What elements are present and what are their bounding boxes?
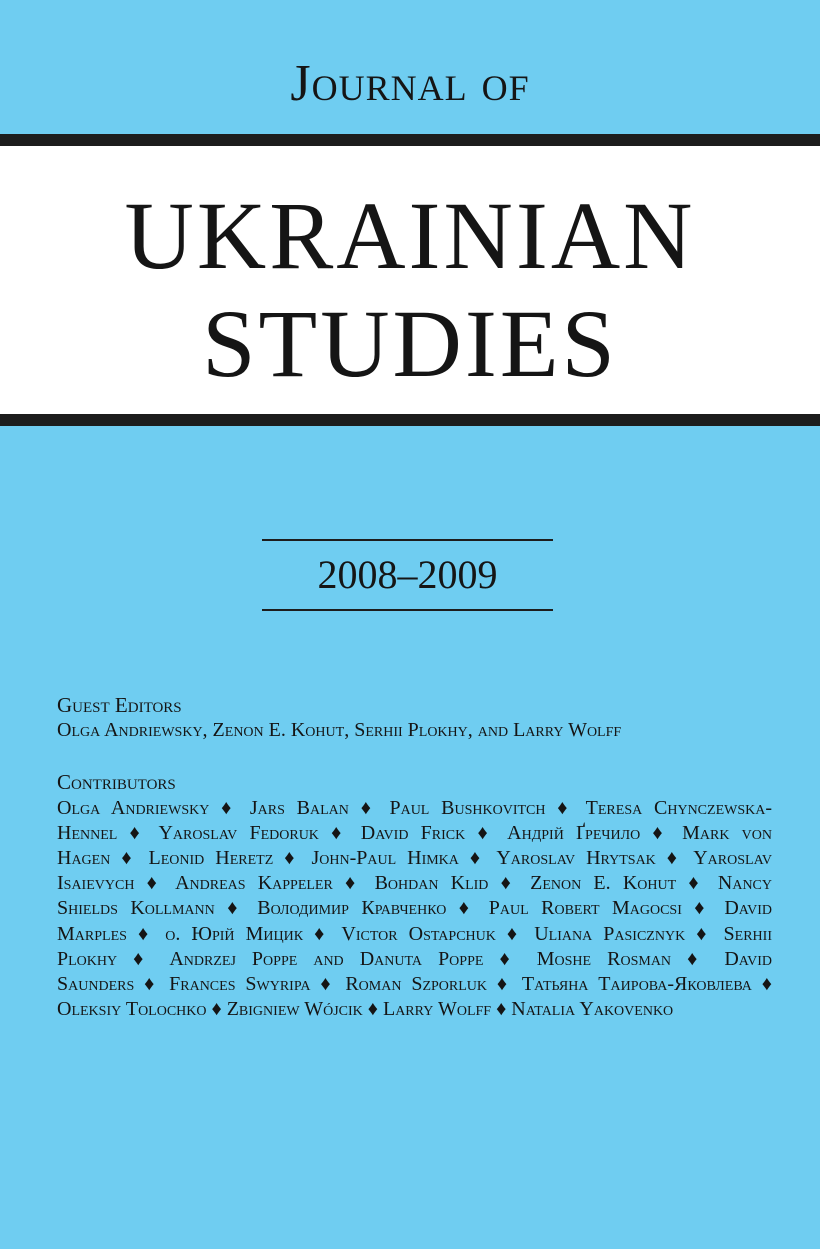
guest-editors-heading: Guest Editors	[57, 693, 182, 717]
contributors-heading: Contributors	[57, 770, 176, 795]
title-band-bottom-rule	[0, 414, 820, 426]
issue-year: 2008–2009	[317, 552, 498, 597]
year-rule-bottom	[262, 609, 553, 611]
contributors-line: Marples ♦ о. Юрій Мицик ♦ Victor Ostapchuk ♦ Uliana Pasicznyk ♦ Serhii	[57, 922, 772, 945]
contributors-line: Oleksiy Tolochko ♦ Zbigniew Wójcik ♦ Larry Wolff ♦ Natalia Yakovenko	[57, 998, 674, 1021]
guest-editors-names: Olga Andriewsky, Zenon E. Kohut, Serhii Plokhy, and Larry Wolff	[57, 719, 622, 742]
year-rule-top	[262, 539, 553, 541]
credits-block	[57, 693, 772, 1022]
contributors-line: Saunders ♦ Frances Swyripa ♦ Roman Szporluk ♦ Татьяна Таирова-Яковлева ♦	[57, 973, 772, 996]
contributors-list	[57, 796, 772, 1023]
contributors-line: Olga Andriewsky ♦ Jars Balan ♦ Paul Bushkovitch ♦ Teresa Chynczewska-	[57, 796, 772, 819]
contributors-line: Plokhy ♦ Andrzej Poppe and Danuta Poppe ♦ Moshe Rosman ♦ David	[57, 947, 772, 970]
contributors-line: Hennel ♦ Yaroslav Fedoruk ♦ David Frick ♦ Андрій Ґречило ♦ Mark von	[57, 821, 772, 844]
contributors-line: Hagen ♦ Leonid Heretz ♦ John-Paul Himka ♦ Yaroslav Hrytsak ♦ Yaroslav	[57, 847, 772, 870]
title-band-top-rule	[0, 134, 820, 146]
contributors-line: Isaievych ♦ Andreas Kappeler ♦ Bohdan Klid ♦ Zenon E. Kohut ♦ Nancy	[57, 872, 772, 895]
journal-title-line-2: STUDIES	[202, 290, 618, 397]
contributors-line: Shields Kollmann ♦ Володимир Кравченко ♦ Paul Robert Magocsi ♦ David	[57, 897, 772, 920]
journal-title-line-1: UKRAINIAN	[124, 182, 696, 289]
journal-title-top: Journal of	[290, 55, 530, 112]
section-spacer	[57, 743, 772, 770]
